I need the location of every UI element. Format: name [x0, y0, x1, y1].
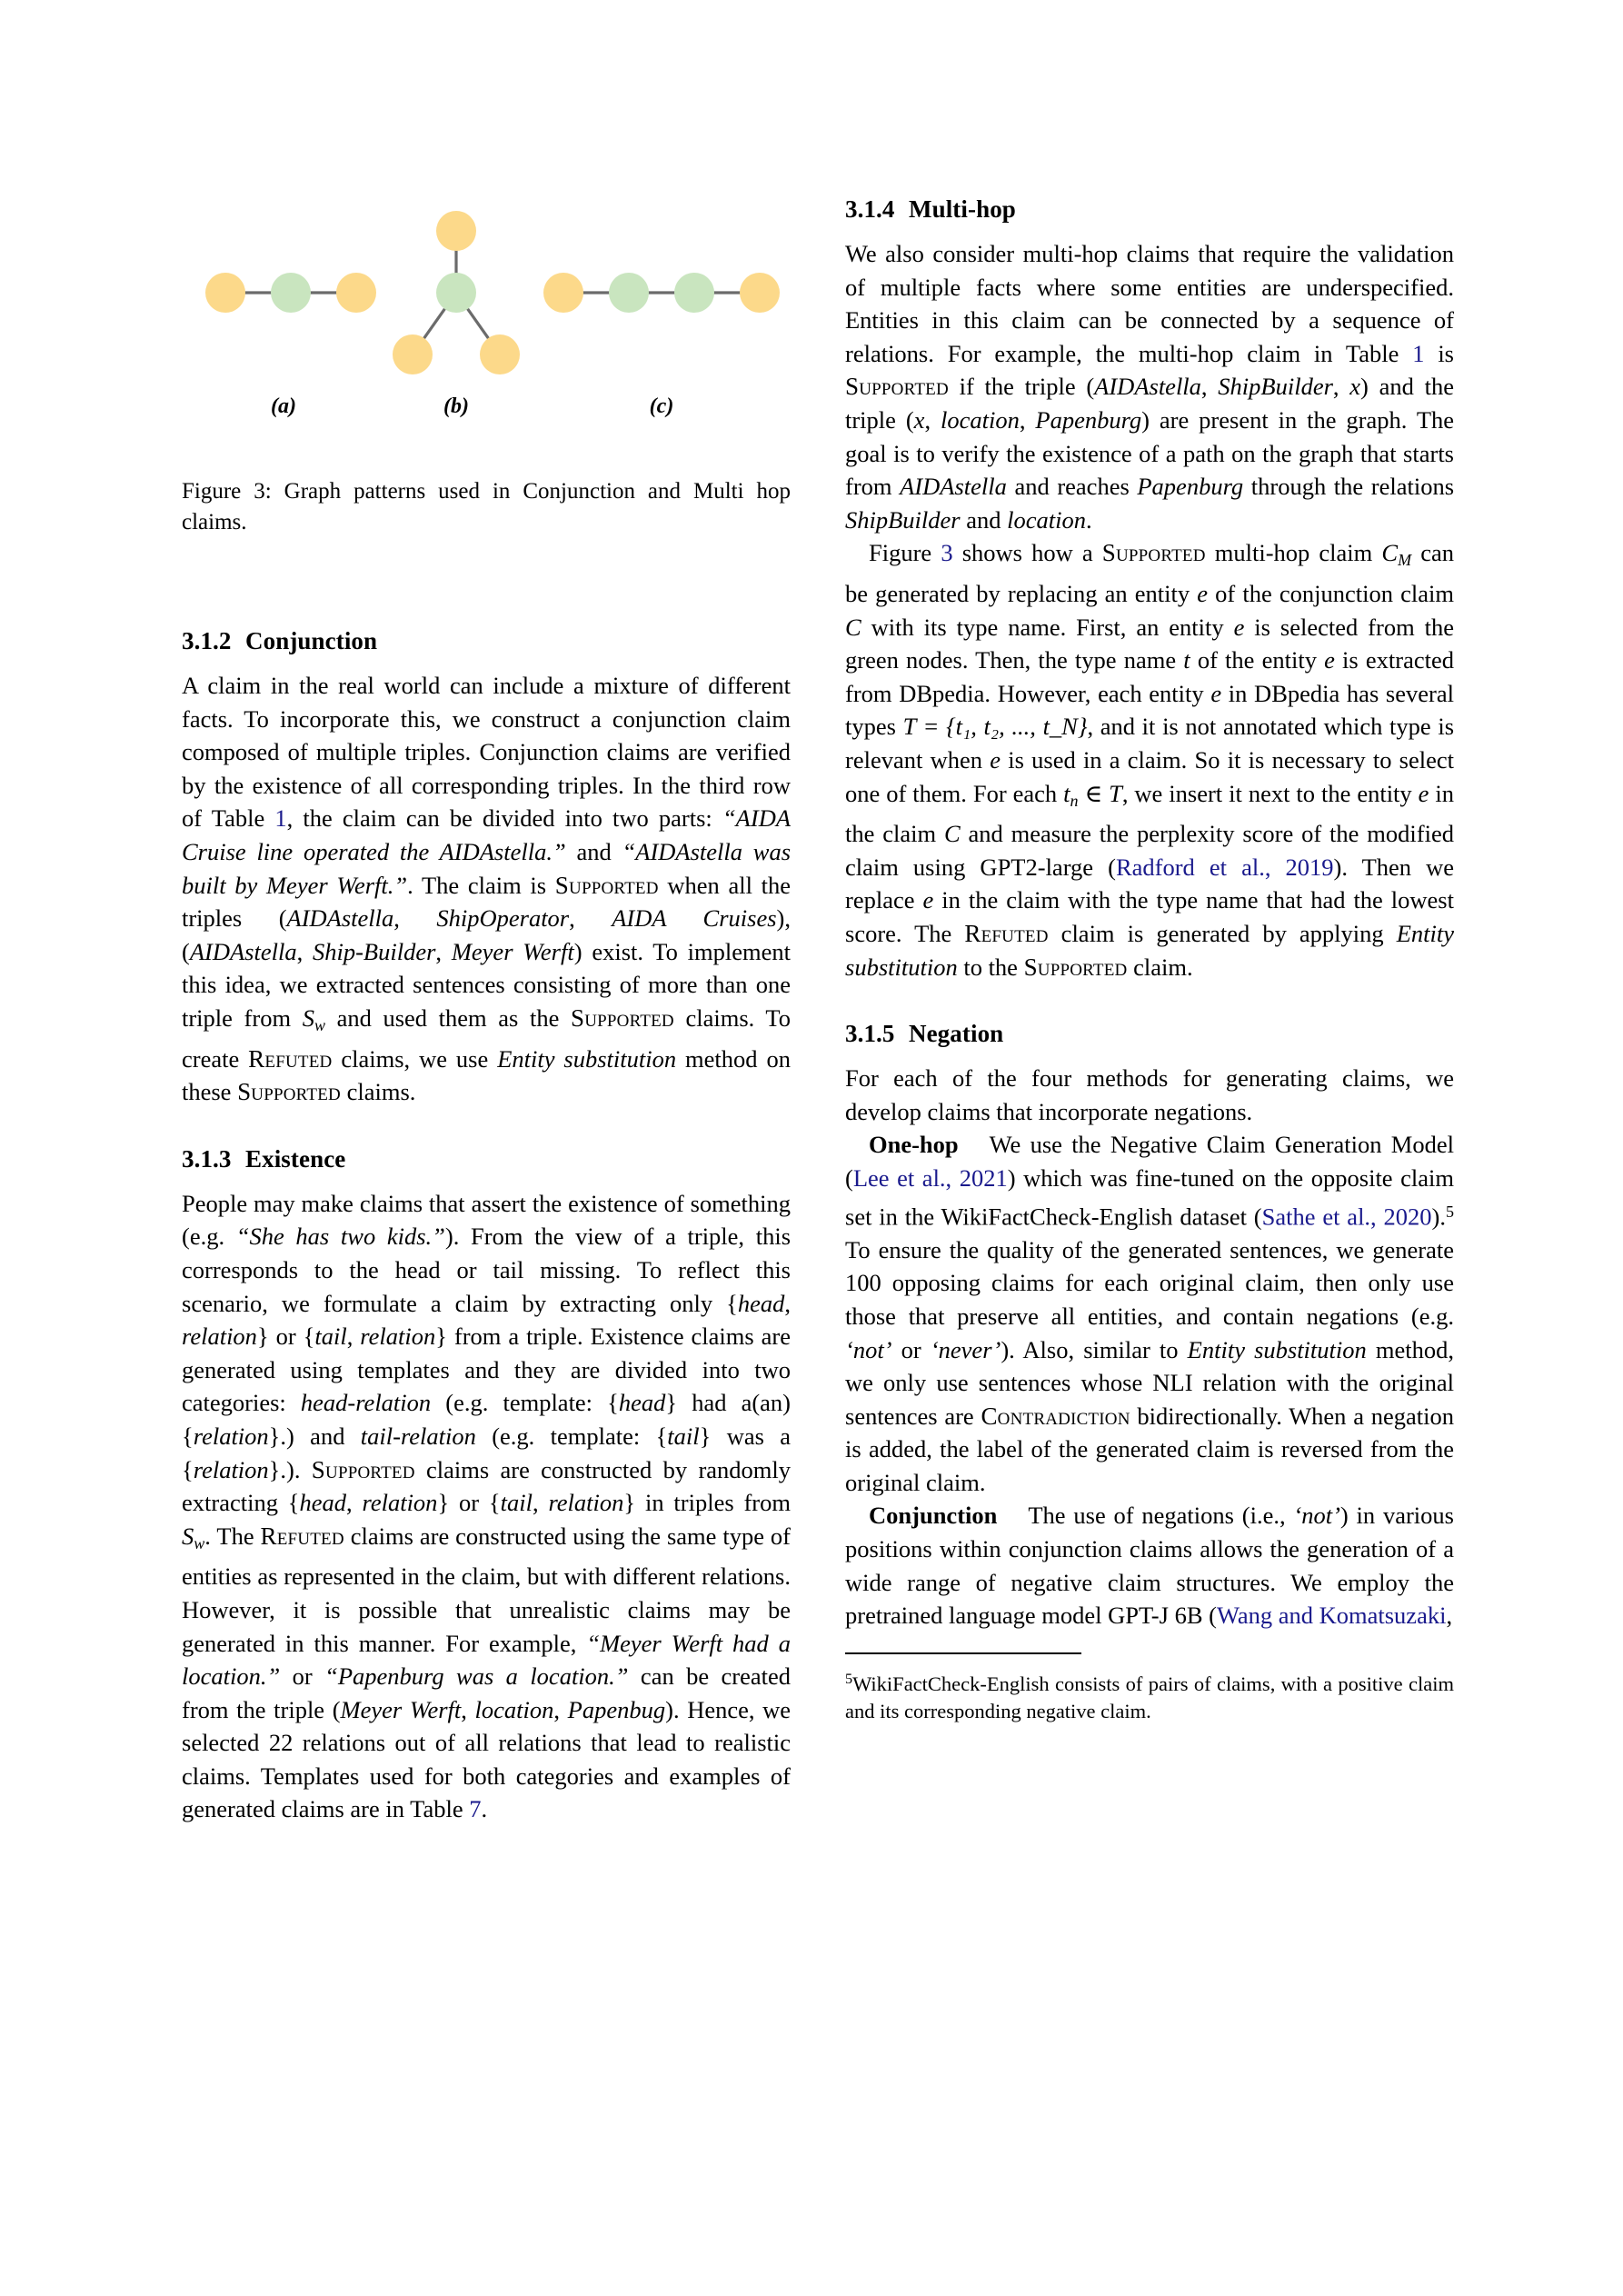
footnote-5 — [845, 1665, 1454, 1725]
text-run: ) exist. To implement this idea, we extracted sentences consisting of more than one triple from — [182, 937, 792, 1032]
slot-run: relation — [193, 1422, 269, 1450]
text-run: is extracted from DBpedia. However, each entity — [845, 646, 1454, 707]
math-sw: $S_w$ — [302, 1003, 325, 1034]
text-run: , the claim can be divided into two parts: — [286, 804, 722, 833]
figure-3-caption-text: Graph patterns used in Conjunction and Multi hop claims. — [182, 479, 792, 534]
figure-ref-3[interactable]: 3 — [941, 539, 953, 567]
label-supported: Supported — [1023, 953, 1128, 981]
text-run: , — [461, 1695, 475, 1723]
label-refuted: Refuted — [248, 1044, 333, 1073]
text-run: bidirectionally. When a negation is added, the label of the generated claim is reversed from the original claim. — [845, 1402, 1454, 1496]
math-e: e — [922, 886, 934, 914]
table-ref-1[interactable]: 1 — [274, 804, 287, 833]
text-run: ) and the triple ( — [845, 373, 1455, 434]
slot-run: relation — [360, 1323, 436, 1351]
text-run: ), ( — [182, 904, 791, 965]
graph-node-yellow — [336, 273, 376, 313]
text-run: ). — [1431, 1203, 1446, 1231]
text-run: , — [924, 405, 941, 434]
text-run: is — [1424, 339, 1454, 367]
two-column-body — [182, 193, 1454, 2174]
math-e: e — [990, 745, 1001, 774]
text-run: can be generated by replacing an entity — [845, 539, 1455, 607]
quote-run: “Meyer Werft had a location.” — [182, 1629, 791, 1691]
text-run: We use the Negative Claim Generation Model ( — [845, 1131, 1454, 1192]
graph-node-green — [271, 273, 311, 313]
entity-run: AIDAstella — [1094, 373, 1201, 401]
panel-labels — [182, 394, 791, 427]
figure-3-canvas — [182, 193, 791, 454]
method-run: Entity substitution — [497, 1044, 677, 1073]
text-run: , — [393, 904, 437, 933]
label-supported: Supported — [570, 1003, 674, 1032]
math-tn: $t_n$ — [1063, 779, 1079, 810]
math-e: e — [1210, 679, 1222, 707]
text-run: of the conjunction claim — [1208, 579, 1454, 607]
text-run: , — [1019, 405, 1036, 434]
paragraph-multihop-1 — [845, 237, 1454, 536]
text-run: } or { — [437, 1489, 501, 1517]
slot-run: head — [618, 1389, 666, 1417]
text-run: . — [1085, 505, 1092, 534]
heading-3-1-3 — [182, 1143, 791, 1175]
panel-label-a: (a) — [271, 394, 296, 418]
citation-wang[interactable]: Wang and Komatsuzaki — [1216, 1602, 1447, 1630]
text-run: Figure — [869, 539, 941, 567]
text-run: in the claim — [845, 779, 1454, 848]
figure-3-caption-label: Figure 3: — [182, 479, 272, 504]
graph-node-yellow — [205, 273, 245, 313]
entity-run: ShipOperator — [436, 904, 570, 933]
figure-3 — [182, 193, 791, 538]
text-run: in DBpedia has several types — [845, 679, 1454, 741]
paragraph-conjunction — [182, 669, 791, 1109]
entity-run: AIDAstella — [286, 904, 394, 933]
graph-edge — [467, 307, 490, 339]
paragraph-existence — [182, 1187, 791, 1826]
entity-run: Papenburg — [1035, 405, 1142, 434]
text-run: in the claim with the type name that had the lowest score. The — [845, 886, 1454, 947]
text-run: and reaches — [1006, 473, 1138, 501]
text-run: or — [280, 1662, 325, 1691]
text-run: method on these — [182, 1044, 791, 1106]
text-run: is selected from the green nodes. Then, the type name — [845, 613, 1454, 674]
panel-label-b: (b) — [443, 394, 469, 418]
text-run: or — [891, 1335, 931, 1363]
heading-3-1-5 — [845, 1017, 1454, 1050]
text-run: . — [481, 1795, 488, 1823]
quote-run: “Papenburg was a location.” — [324, 1662, 629, 1691]
graph-node-yellow — [480, 334, 520, 374]
text-run: to the — [957, 953, 1024, 981]
math-type-set: T = {t₁, t₂, ..., t_N} — [902, 713, 1088, 741]
math-c: C — [943, 820, 961, 848]
text-run: claims. To create — [182, 1003, 791, 1073]
text-run: and measure the perplexity score of the modified claim using GPT2-large ( — [845, 820, 1454, 881]
heading-3-1-2-number: 3.1.2 — [182, 627, 232, 654]
entity-run: AIDAstella — [189, 937, 297, 965]
footnote-marker-5[interactable]: 5 — [1445, 1202, 1454, 1221]
text-run: method, we only use sentences whose NLI relation with the original sentences are — [845, 1335, 1454, 1430]
math-x: x — [913, 405, 925, 434]
text-run: , and it is not annotated which type is relevant when — [845, 713, 1455, 774]
text-run: shows how a — [952, 539, 1102, 567]
slot-run: head — [299, 1489, 347, 1517]
math-e: e — [1418, 779, 1429, 807]
graph-node-green — [436, 273, 476, 313]
text-run: with its type name. First, an entity — [861, 613, 1234, 641]
slot-run: relation — [193, 1455, 269, 1483]
math-in-t: ∈ T — [1078, 779, 1122, 807]
entity-run: AIDAstella — [900, 473, 1007, 501]
text-run: ). Hence, we selected 22 relations out of all relations that lead to realistic claims. Templates used for both categories and examples of generated claims are in Table — [182, 1695, 792, 1823]
label-supported: Supported — [1101, 539, 1206, 567]
method-run: Entity substitution — [1187, 1335, 1367, 1363]
text-run: through the relations — [1243, 473, 1455, 501]
slot-run: relation — [548, 1489, 624, 1517]
quote-run: “AIDA Cruise line operated the AIDAstella.” — [182, 804, 792, 865]
right-column — [845, 193, 1454, 2174]
text-run: is used in a claim. So it is necessary to select one of them. For each — [845, 745, 1454, 807]
slot-run: relation — [182, 1323, 257, 1351]
footnote-text: WikiFactCheck-English consists of pairs of claims, with a positive claim and its corresponding negative claim. — [845, 1672, 1454, 1722]
text-run: . The — [204, 1522, 261, 1550]
quote-run: “AIDAstella was built by Meyer Werft.” — [182, 837, 792, 899]
graph-node-green — [674, 273, 714, 313]
text-run: claim. — [1127, 953, 1193, 981]
text-run: , — [296, 937, 313, 965]
relation-run: ShipBuilder — [845, 505, 961, 534]
heading-3-1-4-title: Multi-hop — [909, 195, 1016, 223]
math-sw: $S_w$ — [182, 1522, 205, 1552]
text-run: and — [565, 837, 622, 865]
math-t: t — [1183, 646, 1190, 674]
citation-lee[interactable]: Lee et al., 2021 — [852, 1163, 1008, 1192]
graph-node-yellow — [436, 211, 476, 251]
text-run: if the triple ( — [948, 373, 1095, 401]
slot-run: head — [737, 1289, 785, 1317]
math-e: e — [1197, 579, 1209, 607]
label-refuted: Refuted — [964, 919, 1049, 947]
heading-3-1-2-title: Conjunction — [245, 627, 378, 654]
entity-run: Papenburg — [1137, 473, 1244, 501]
footnote-separator — [845, 1652, 1081, 1654]
figure-3-caption — [182, 476, 791, 538]
quote-run: “She has two kids.” — [235, 1223, 445, 1251]
text-run: when all the triples ( — [182, 871, 792, 933]
text-run: , — [346, 1489, 363, 1517]
text-run: , — [1200, 373, 1219, 401]
text-run: claims, we use — [332, 1044, 498, 1073]
text-run: ). Also, similar to — [1001, 1335, 1188, 1363]
label-supported: Supported — [237, 1078, 341, 1106]
slot-run: tail — [667, 1422, 700, 1450]
math-x: x — [1349, 373, 1361, 401]
text-run: and — [960, 505, 1008, 534]
entity-run: location — [474, 1695, 554, 1723]
text-run: , — [1446, 1602, 1453, 1630]
category-run: head-relation — [300, 1389, 432, 1417]
text-run: To ensure the quality of the generated sentences, we generate 100 opposing claims for each original claim, then only use those that preserve all entities, and contain negations (e.g. — [845, 1235, 1454, 1330]
entity-run: Meyer Werft — [340, 1695, 462, 1723]
text-run: } was a { — [182, 1422, 792, 1483]
text-run: The use of negations (i.e., — [1028, 1502, 1294, 1530]
text-run: , — [346, 1323, 361, 1351]
heading-3-1-2 — [182, 624, 791, 657]
text-run: } or { — [256, 1323, 315, 1351]
text-run: , — [569, 904, 612, 933]
entity-run: AIDA Cruises — [612, 904, 777, 933]
heading-3-1-4-number: 3.1.4 — [845, 195, 895, 223]
label-supported: Supported — [845, 373, 949, 401]
category-run: tail-relation — [360, 1422, 476, 1450]
text-run: , — [553, 1695, 568, 1723]
heading-3-1-5-title: Negation — [909, 1020, 1004, 1048]
runin-one-hop: One-hop — [869, 1131, 959, 1159]
text-run: can be created from the triple ( — [182, 1662, 792, 1723]
text-run: A claim in the real world can include a mixture of different facts. To incorporate this, we construct a conjunction claim composed of multiple triples. Conjunction claims are verified by the existence of all corresponding triples. In the third row of Table — [182, 672, 791, 833]
text-run: claim is generated by applying — [1048, 919, 1397, 947]
text-run: People may make claims that assert the existence of something (e.g. — [182, 1189, 791, 1251]
heading-3-1-3-number: 3.1.3 — [182, 1144, 232, 1173]
paragraph-negation-onehop — [845, 1128, 1454, 1499]
panel-label-c: (c) — [649, 394, 674, 418]
math-e: e — [1233, 613, 1245, 641]
text-run: and used them as the — [324, 1003, 571, 1032]
entity-run: Ship-Builder — [312, 937, 436, 965]
text-run: } had a(an) { — [182, 1389, 792, 1450]
relation-run: ShipBuilder — [1218, 373, 1333, 401]
left-column — [182, 193, 791, 2174]
label-refuted: Refuted — [260, 1522, 344, 1550]
citation-radford[interactable]: Radford et al., 2019 — [1115, 853, 1334, 881]
paragraph-negation-conjunction — [845, 1499, 1454, 1632]
runin-conjunction: Conjunction — [869, 1502, 998, 1530]
quote-run: ‘not’ — [1293, 1502, 1340, 1530]
slot-run: relation — [362, 1489, 438, 1517]
text-run: (e.g. template: { — [431, 1389, 619, 1417]
text-run: , — [784, 1289, 791, 1317]
heading-3-1-4 — [845, 193, 1454, 225]
label-supported: Supported — [554, 871, 659, 899]
text-run: } in triples from — [623, 1489, 791, 1517]
text-run: , — [435, 937, 452, 965]
table-ref-7[interactable]: 7 — [469, 1795, 482, 1823]
graph-edge — [423, 307, 446, 339]
footnote-number: 5 — [845, 1670, 853, 1687]
graph-node-yellow — [393, 334, 433, 374]
graph-node-yellow — [543, 273, 583, 313]
math-e: e — [1324, 646, 1335, 674]
text-run: of the entity — [1190, 646, 1325, 674]
text-run: } from a triple. Existence claims are generated using templates and they are divided into two categories: — [182, 1323, 792, 1417]
math-c: C — [845, 613, 861, 641]
text-run: multi-hop claim — [1205, 539, 1382, 567]
entity-run: Papenbug — [567, 1695, 666, 1723]
paragraph-negation-intro: For each of the four methods for generating claims, we develop claims that incorporate negations. — [845, 1064, 1454, 1125]
text-run: We also consider multi-hop claims that require the validation of multiple facts where some entities are underspecified. Entities in this claim can be connected by a sequence of relations. For example, the multi-hop claim in Table — [845, 240, 1454, 367]
text-run: claims. — [340, 1078, 416, 1106]
slot-run: tail — [500, 1489, 533, 1517]
text-run: ). Then we replace — [845, 853, 1454, 914]
quote-run: ‘not’ — [845, 1335, 892, 1363]
slot-run: tail — [314, 1323, 347, 1351]
text-run: ) which was fine-tuned on the opposite claim set in the WikiFactCheck-English dataset ( — [845, 1163, 1455, 1231]
text-run: ). From the view of a triple, this corresponds to the head or tail missing. To reflect this scenario, we formulate a claim by extracting only { — [182, 1223, 792, 1317]
paragraph-multihop-2 — [845, 536, 1454, 983]
text-run: , — [1332, 373, 1350, 401]
text-run: claims are constructed using the same type of entities as represented in the claim, but with different relations. However, it is possible that unrealistic claims may be generated in this manner. For example, — [182, 1522, 791, 1657]
relation-run: location — [1007, 505, 1086, 534]
heading-3-1-3-title: Existence — [245, 1144, 346, 1173]
graph-node-yellow — [740, 273, 780, 313]
label-contradiction: Contradiction — [981, 1402, 1130, 1430]
method-run: Entity substitution — [845, 919, 1454, 981]
text-run: }.). — [268, 1455, 312, 1483]
table-ref-1[interactable]: 1 — [1412, 339, 1425, 367]
text-run: , — [532, 1489, 549, 1517]
text-run: }.) and — [268, 1422, 361, 1450]
quote-run: ‘never’ — [930, 1335, 1001, 1363]
label-supported: Supported — [311, 1455, 415, 1483]
citation-sathe[interactable]: Sathe et al., 2020 — [1261, 1203, 1432, 1231]
math-cm: $C_M$ — [1381, 539, 1412, 570]
text-run: claims are constructed by randomly extracting { — [182, 1455, 792, 1517]
graph-node-green — [609, 273, 649, 313]
text-run: ) are present in the graph. The goal is to verify the existence of a path on the graph that starts from — [845, 405, 1455, 501]
relation-run: location — [940, 405, 1020, 434]
entity-run: Meyer Werft — [451, 937, 574, 965]
text-run: , we insert it next to the entity — [1121, 779, 1419, 807]
heading-3-1-5-number: 3.1.5 — [845, 1020, 895, 1048]
text-run: (e.g. template: { — [475, 1422, 668, 1450]
text-run: . The claim is — [407, 871, 555, 899]
text-run: ) in various positions within conjunction claims allows the generation of a wide range of negative claim structures. We employ the pretrained language model GPT-J 6B ( — [845, 1502, 1454, 1630]
